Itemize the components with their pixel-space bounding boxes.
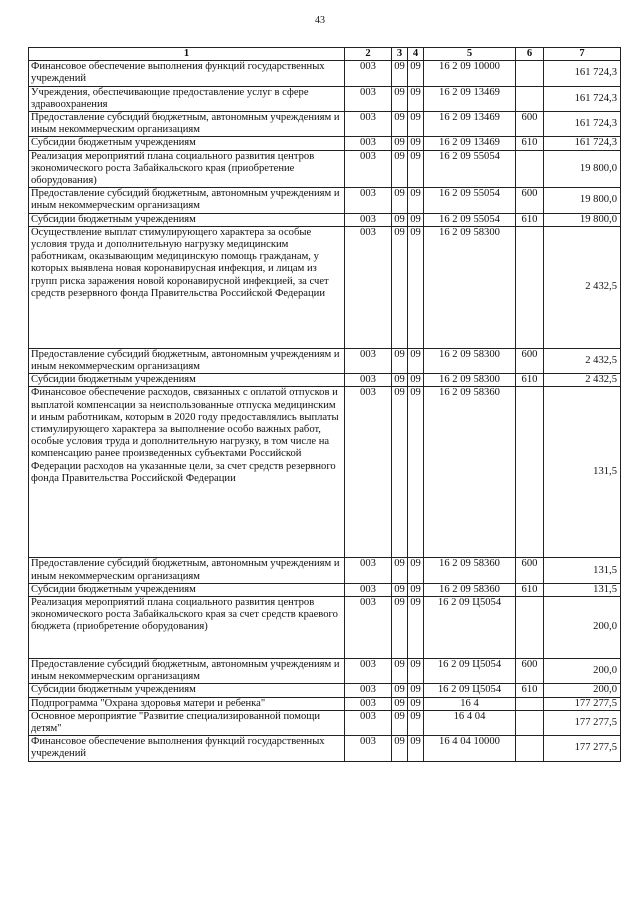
code-target: 16 2 09 58360 <box>424 387 516 558</box>
row-description: Предоставление субсидий бюджетным, автономным учреждениям и иным некоммерческим организациям <box>29 188 345 213</box>
code-subsection: 09 <box>408 348 424 373</box>
code-section: 09 <box>392 188 408 213</box>
amount: 200,0 <box>544 684 621 697</box>
amount: 131,5 <box>544 558 621 583</box>
table-row <box>29 558 621 583</box>
code-target: 16 2 09 Ц5054 <box>424 659 516 684</box>
code-section: 09 <box>392 213 408 226</box>
row-description: Субсидии бюджетным учреждениям <box>29 137 345 150</box>
column-header: 4 <box>408 48 424 61</box>
code-subsection: 09 <box>408 659 424 684</box>
code-target: 16 4 04 10000 <box>424 736 516 761</box>
code-admin: 003 <box>345 697 392 710</box>
code-subsection: 09 <box>408 374 424 387</box>
code-admin: 003 <box>345 387 392 558</box>
code-section: 09 <box>392 61 408 86</box>
table-row <box>29 213 621 226</box>
table-row <box>29 697 621 710</box>
code-subsection: 09 <box>408 137 424 150</box>
code-target: 16 2 09 58300 <box>424 348 516 373</box>
code-admin: 003 <box>345 374 392 387</box>
code-expense-type <box>516 150 544 188</box>
table-row <box>29 348 621 373</box>
page-number: 43 <box>315 15 325 26</box>
amount: 2 432,5 <box>544 348 621 373</box>
amount: 19 800,0 <box>544 188 621 213</box>
row-description: Подпрограмма "Охрана здоровья матери и ребенка" <box>29 697 345 710</box>
code-section: 09 <box>392 659 408 684</box>
code-section: 09 <box>392 736 408 761</box>
column-header: 7 <box>544 48 621 61</box>
column-header: 5 <box>424 48 516 61</box>
code-section: 09 <box>392 387 408 558</box>
code-expense-type <box>516 86 544 111</box>
code-expense-type <box>516 226 544 348</box>
code-admin: 003 <box>345 684 392 697</box>
code-subsection: 09 <box>408 150 424 188</box>
code-admin: 003 <box>345 150 392 188</box>
budget-table <box>28 47 621 762</box>
column-header: 2 <box>345 48 392 61</box>
code-expense-type <box>516 710 544 735</box>
row-description: Реализация мероприятий плана социального развития центров экономического роста Забайкальского края (приобретение оборудования) <box>29 150 345 188</box>
code-subsection: 09 <box>408 61 424 86</box>
row-description: Предоставление субсидий бюджетным, автономным учреждениям и иным некоммерческим организациям <box>29 112 345 137</box>
column-header: 6 <box>516 48 544 61</box>
code-expense-type: 600 <box>516 112 544 137</box>
code-target: 16 2 09 55054 <box>424 150 516 188</box>
code-expense-type: 610 <box>516 137 544 150</box>
code-target: 16 2 09 55054 <box>424 188 516 213</box>
code-expense-type <box>516 387 544 558</box>
code-section: 09 <box>392 597 408 659</box>
code-expense-type: 600 <box>516 348 544 373</box>
code-section: 09 <box>392 684 408 697</box>
code-expense-type <box>516 597 544 659</box>
code-expense-type: 610 <box>516 583 544 596</box>
code-subsection: 09 <box>408 597 424 659</box>
row-description: Субсидии бюджетным учреждениям <box>29 374 345 387</box>
code-section: 09 <box>392 86 408 111</box>
amount: 177 277,5 <box>544 697 621 710</box>
row-description: Финансовое обеспечение расходов, связанных с оплатой отпусков и выплатой компенсации за неиспользованные отпуска медицинским и иным работникам, которым в 2020 году предоставлялись выплаты стимулирующего характера за выполнение особо важных работ, особые условия труда и дополнительную нагрузку, в том числе на компенсацию ранее произведенных субъектами Российской Федерации расходов на указанные цели, за счет средств резервного фонда Правительства Российской Федерации <box>29 387 345 558</box>
code-admin: 003 <box>345 736 392 761</box>
code-target: 16 2 09 13469 <box>424 137 516 150</box>
code-expense-type <box>516 736 544 761</box>
code-target: 16 4 <box>424 697 516 710</box>
code-admin: 003 <box>345 61 392 86</box>
code-target: 16 2 09 55054 <box>424 213 516 226</box>
code-admin: 003 <box>345 137 392 150</box>
row-description: Осуществление выплат стимулирующего характера за особые условия труда и дополнительную нагрузку медицинским работникам, оказывающим медицинскую помощь гражданам, у которых выявлена новая коронавирусная инфекция, и лицам из групп риска заражения новой коронавирусной инфекцией, за счет средств резервного фонда Правительства Российской Федерации <box>29 226 345 348</box>
code-subsection: 09 <box>408 213 424 226</box>
row-description: Субсидии бюджетным учреждениям <box>29 583 345 596</box>
row-description: Предоставление субсидий бюджетным, автономным учреждениям и иным некоммерческим организациям <box>29 348 345 373</box>
row-description: Основное мероприятие "Развитие специализированной помощи детям" <box>29 710 345 735</box>
code-target: 16 2 09 10000 <box>424 61 516 86</box>
table-row <box>29 226 621 348</box>
code-subsection: 09 <box>408 583 424 596</box>
row-description: Предоставление субсидий бюджетным, автономным учреждениям и иным некоммерческим организациям <box>29 558 345 583</box>
amount: 2 432,5 <box>544 226 621 348</box>
table-row <box>29 150 621 188</box>
code-subsection: 09 <box>408 697 424 710</box>
code-expense-type: 610 <box>516 213 544 226</box>
code-target: 16 2 09 58300 <box>424 226 516 348</box>
code-admin: 003 <box>345 188 392 213</box>
amount: 131,5 <box>544 387 621 558</box>
amount: 200,0 <box>544 597 621 659</box>
code-section: 09 <box>392 150 408 188</box>
amount: 161 724,3 <box>544 86 621 111</box>
code-expense-type: 600 <box>516 188 544 213</box>
code-subsection: 09 <box>408 226 424 348</box>
code-subsection: 09 <box>408 558 424 583</box>
row-description: Субсидии бюджетным учреждениям <box>29 684 345 697</box>
code-subsection: 09 <box>408 736 424 761</box>
code-expense-type: 610 <box>516 374 544 387</box>
amount: 177 277,5 <box>544 710 621 735</box>
code-target: 16 4 04 <box>424 710 516 735</box>
table-row <box>29 86 621 111</box>
code-expense-type: 610 <box>516 684 544 697</box>
code-target: 16 2 09 Ц5054 <box>424 684 516 697</box>
column-header: 3 <box>392 48 408 61</box>
code-expense-type: 600 <box>516 659 544 684</box>
table-row <box>29 583 621 596</box>
table-row <box>29 112 621 137</box>
amount: 161 724,3 <box>544 112 621 137</box>
code-section: 09 <box>392 374 408 387</box>
code-admin: 003 <box>345 213 392 226</box>
row-description: Финансовое обеспечение выполнения функций государственных учреждений <box>29 736 345 761</box>
code-subsection: 09 <box>408 86 424 111</box>
code-subsection: 09 <box>408 710 424 735</box>
amount: 161 724,3 <box>544 61 621 86</box>
code-subsection: 09 <box>408 387 424 558</box>
code-target: 16 2 09 58300 <box>424 374 516 387</box>
code-admin: 003 <box>345 659 392 684</box>
table-row <box>29 61 621 86</box>
code-target: 16 2 09 58360 <box>424 558 516 583</box>
code-expense-type <box>516 697 544 710</box>
table-row <box>29 387 621 558</box>
code-expense-type: 600 <box>516 558 544 583</box>
code-section: 09 <box>392 137 408 150</box>
code-section: 09 <box>392 348 408 373</box>
code-section: 09 <box>392 226 408 348</box>
table-header-row <box>29 48 621 61</box>
code-admin: 003 <box>345 710 392 735</box>
code-admin: 003 <box>345 597 392 659</box>
amount: 200,0 <box>544 659 621 684</box>
amount: 131,5 <box>544 583 621 596</box>
code-admin: 003 <box>345 112 392 137</box>
code-subsection: 09 <box>408 188 424 213</box>
table-row <box>29 374 621 387</box>
code-admin: 003 <box>345 583 392 596</box>
code-section: 09 <box>392 558 408 583</box>
table-row <box>29 597 621 659</box>
code-expense-type <box>516 61 544 86</box>
amount: 19 800,0 <box>544 150 621 188</box>
table-row <box>29 736 621 761</box>
code-admin: 003 <box>345 558 392 583</box>
code-target: 16 2 09 Ц5054 <box>424 597 516 659</box>
code-target: 16 2 09 58360 <box>424 583 516 596</box>
table-row <box>29 684 621 697</box>
code-section: 09 <box>392 583 408 596</box>
amount: 19 800,0 <box>544 213 621 226</box>
table-row <box>29 137 621 150</box>
table-row <box>29 710 621 735</box>
code-subsection: 09 <box>408 684 424 697</box>
code-admin: 003 <box>345 86 392 111</box>
column-header: 1 <box>29 48 345 61</box>
row-description: Предоставление субсидий бюджетным, автономным учреждениям и иным некоммерческим организациям <box>29 659 345 684</box>
code-section: 09 <box>392 112 408 137</box>
code-admin: 003 <box>345 348 392 373</box>
amount: 2 432,5 <box>544 374 621 387</box>
code-section: 09 <box>392 710 408 735</box>
code-target: 16 2 09 13469 <box>424 86 516 111</box>
row-description: Субсидии бюджетным учреждениям <box>29 213 345 226</box>
row-description: Учреждения, обеспечивающие предоставление услуг в сфере здравоохранения <box>29 86 345 111</box>
row-description: Финансовое обеспечение выполнения функций государственных учреждений <box>29 61 345 86</box>
row-description: Реализация мероприятий плана социального развития центров экономического роста Забайкальского края за счет средств краевого бюджета (приобретение оборудования) <box>29 597 345 659</box>
code-subsection: 09 <box>408 112 424 137</box>
code-target: 16 2 09 13469 <box>424 112 516 137</box>
table-row <box>29 659 621 684</box>
table-row <box>29 188 621 213</box>
code-section: 09 <box>392 697 408 710</box>
amount: 177 277,5 <box>544 736 621 761</box>
code-admin: 003 <box>345 226 392 348</box>
amount: 161 724,3 <box>544 137 621 150</box>
